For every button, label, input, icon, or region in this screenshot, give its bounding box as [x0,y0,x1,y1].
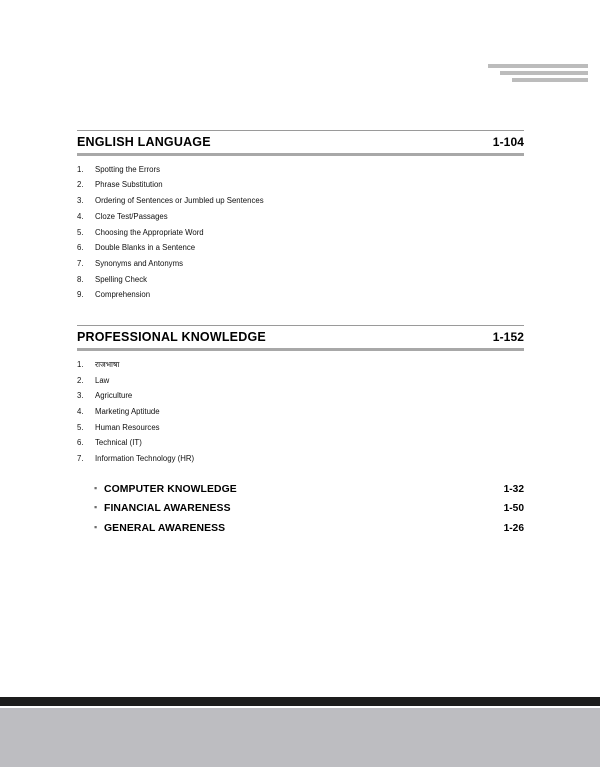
list-item[interactable] [77,290,524,301]
list-item[interactable] [77,243,524,254]
list-item[interactable] [77,212,524,223]
list-item[interactable] [77,391,524,402]
list-item-label: Phrase Substitution [95,180,163,190]
list-item-label: Double Blanks in a Sentence [95,243,196,253]
section-header [77,131,524,153]
list-item-index: 6. [77,438,84,448]
sub-entry-page-range: 1-50 [503,503,524,515]
section-spacer [77,306,524,325]
sub-entry-page-range: 1-26 [503,522,524,534]
list-item-label: Marketing Aptitude [95,406,160,416]
list-item[interactable] [77,454,524,465]
list-item-label: Information Technology (HR) [95,454,195,464]
list-item[interactable] [77,438,524,449]
list-item[interactable] [77,259,524,270]
sub-entry-label: GENERAL AWARENESS [104,522,226,534]
section-title: PROFESSIONAL KNOWLEDGE [77,330,266,345]
section-item-list [77,156,524,301]
decoration-bar-1 [488,64,588,68]
sub-entry-label: COMPUTER KNOWLEDGE [104,483,237,495]
sub-entry[interactable] [77,503,524,514]
list-item-label: Human Resources [95,422,160,432]
list-item-index: 7. [77,454,84,464]
section-page-range: 1-104 [492,135,524,149]
section-page-range: 1-152 [492,330,524,345]
footer-black-bar [0,697,600,706]
list-item[interactable] [77,165,524,176]
decoration-bar-2 [500,71,588,75]
list-item-label: Technical (IT) [95,438,142,448]
list-item[interactable] [77,180,524,191]
section-english-language [77,130,524,301]
list-item-index: 4. [77,406,84,416]
list-item-index: 1. [77,359,84,369]
list-item-label: Ordering of Sentences or Jumbled up Sentences [95,196,264,206]
list-item-index: 2. [77,180,84,190]
list-item-label: Agriculture [95,391,133,401]
list-item-index: 4. [77,211,84,221]
square-bullet-icon: ▪ [94,482,98,493]
list-item-label: Choosing the Appropriate Word [95,227,204,237]
list-item-label: Cloze Test/Passages [95,211,168,221]
list-item-index: 6. [77,243,84,253]
list-item-index: 3. [77,391,84,401]
header-decoration [468,64,588,85]
section-professional-knowledge [77,325,524,534]
decoration-bar-3 [512,78,588,82]
square-bullet-icon: ▪ [94,521,98,532]
sub-entry[interactable] [77,484,524,495]
list-item-label: Law [95,375,110,385]
list-item-index: 2. [77,375,84,385]
contents-body [77,130,524,542]
list-item-label: Synonyms and Antonyms [95,258,183,268]
list-item-label: Comprehension [95,290,151,300]
list-item-index: 9. [77,290,84,300]
list-item[interactable] [77,196,524,207]
list-item[interactable] [77,407,524,418]
sub-entry-label: FINANCIAL AWARENESS [104,503,231,515]
list-item[interactable] [77,228,524,239]
list-item[interactable] [77,275,524,286]
list-item-label: Spotting the Errors [95,164,161,174]
list-item-index: 5. [77,422,84,432]
list-item[interactable] [77,376,524,387]
section-header [77,326,524,348]
list-item[interactable] [77,423,524,434]
section-item-list [77,351,524,465]
list-item-index: 5. [77,227,84,237]
list-item-label: Spelling Check [95,274,148,284]
list-item-index: 3. [77,196,84,206]
sub-entry[interactable] [77,523,524,534]
list-item-label: राजभाषा [95,359,120,369]
section-sub-entry-list [77,470,524,534]
section-title: ENGLISH LANGUAGE [77,135,211,149]
list-item-index: 1. [77,164,84,174]
footer-gray-panel [0,708,600,767]
list-item-index: 7. [77,258,84,268]
square-bullet-icon: ▪ [94,502,98,513]
sub-entry-page-range: 1-32 [503,483,524,495]
list-item-index: 8. [77,274,84,284]
list-item[interactable] [77,360,524,371]
